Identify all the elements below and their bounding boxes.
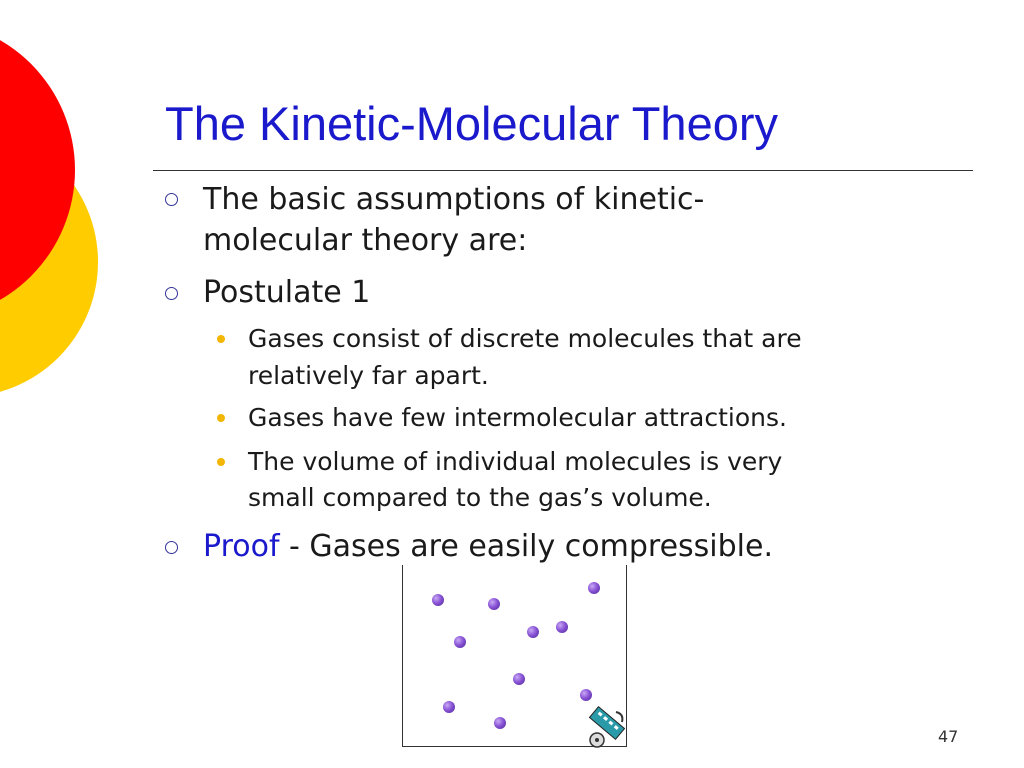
bullet-proof (203, 526, 773, 567)
molecule (513, 673, 525, 685)
sub-bullet-line: small compared to the gas’s volume. (248, 483, 712, 512)
molecule (580, 689, 592, 701)
hollow-bullet-icon (165, 193, 178, 206)
bullet-assumptions-line2: molecular theory are: (203, 223, 528, 258)
hollow-bullet-icon (165, 541, 178, 554)
film-reel-icon[interactable] (586, 706, 630, 750)
molecule (527, 626, 539, 638)
bullet-assumptions-line1: The basic assumptions of kinetic- (203, 182, 705, 217)
molecule (432, 594, 444, 606)
molecule (443, 701, 455, 713)
molecule (588, 582, 600, 594)
slide-title: The Kinetic-Molecular Theory (165, 97, 778, 150)
proof-link[interactable]: Proof (203, 529, 280, 564)
sub-bullet-line: The volume of individual molecules is very (248, 447, 783, 476)
sub-bullet-line: Gases have few intermolecular attractions. (248, 403, 787, 432)
proof-text: - Gases are easily compressible. (279, 529, 773, 564)
molecule (454, 636, 466, 648)
dot-bullet-icon (217, 414, 225, 422)
slide-number: 47 (938, 727, 959, 746)
hollow-bullet-icon (165, 287, 178, 300)
molecule (556, 621, 568, 633)
title-divider (153, 170, 973, 171)
dot-bullet-icon (217, 458, 225, 466)
molecule (494, 717, 506, 729)
sub-bullet-line: Gases consist of discrete molecules that are (248, 324, 802, 353)
molecule (488, 598, 500, 610)
bullet-postulate: Postulate 1 (203, 275, 371, 310)
dot-bullet-icon (217, 335, 225, 343)
sub-bullet-line: relatively far apart. (248, 361, 489, 390)
